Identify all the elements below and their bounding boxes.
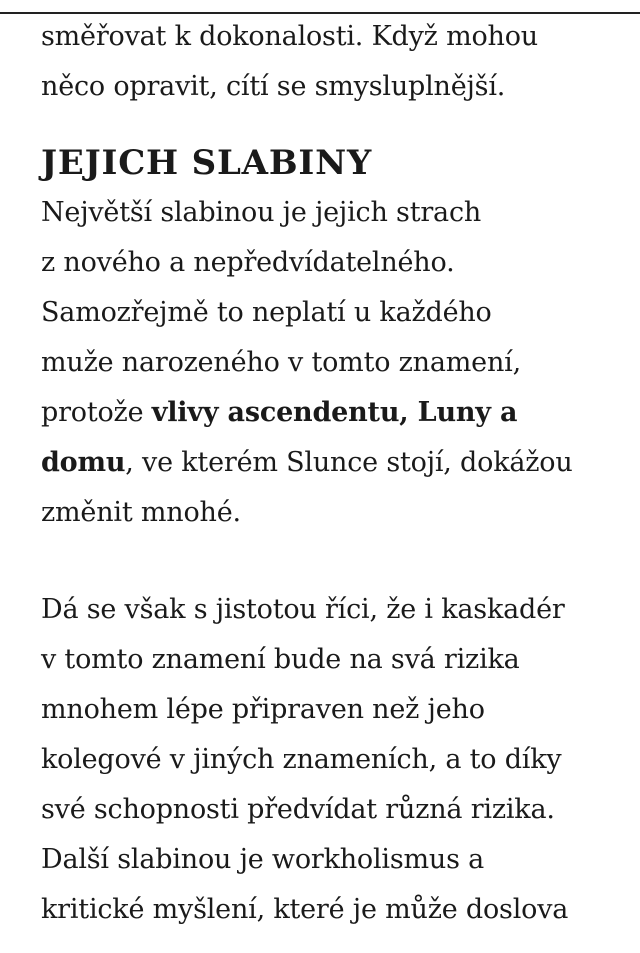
text-line [41,438,611,488]
text-line: změnit mnohé. [41,497,241,528]
paragraph-spacer [41,538,611,585]
bold-text: vlivy ascendentu, Luny a [151,397,518,428]
text-line: Dá se však s jistotou říci, že i kaskadér [41,594,565,625]
text-line: v tomto znamení bude na svá rizika [41,644,520,675]
text-line: Samozřejmě to neplatí u každého [41,297,492,328]
text-line: muže narozeného v tomto znamení, [41,347,521,378]
text-line: své schopnosti předvídat různá rizika. [41,794,555,825]
weakness-paragraph [41,188,611,538]
bold-text: domu [41,447,126,478]
text-segment: protože [41,397,152,428]
text-line: něco opravit, cítí se smysluplnější. [41,71,506,102]
text-line: Další slabinou je workholismus a [41,844,485,875]
text-line: kolegové v jiných znameních, a to díky [41,744,562,775]
text-line: mnohem lépe připraven než jeho [41,694,485,725]
text-segment: , ve kterém Slunce stojí, dokážou [125,447,573,478]
stuntman-paragraph [41,585,611,935]
article-body [41,12,611,935]
text-line [41,388,611,438]
text-line: směřovat k dokonalosti. Když mohou [41,21,538,52]
section-heading: JEJICH SLABINY [41,143,373,183]
text-line: z nového a nepředvídatelného. [41,247,455,278]
intro-paragraph [41,12,611,112]
text-line: kritické myšlení, které je může doslova [41,894,569,925]
text-line: Největší slabinou je jejich strach [41,197,482,228]
